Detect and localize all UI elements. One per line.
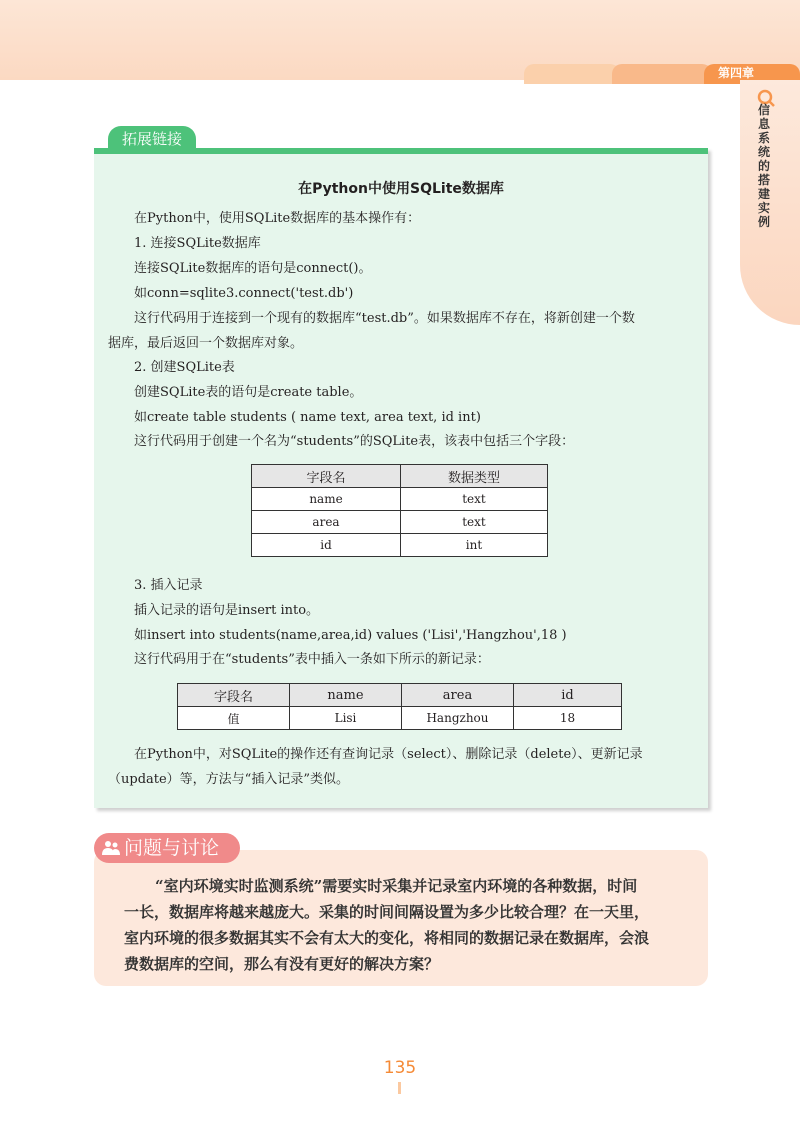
table-header-cell: area xyxy=(402,684,514,707)
discussion-line: 室内环境的很多数据其实不会有太大的变化，将相同的数据记录在数据库，会浪 xyxy=(124,929,650,947)
record-table xyxy=(177,683,622,730)
text-line: 创建SQLite表的语句是create table。 xyxy=(134,385,363,400)
table-header-cell: id xyxy=(514,684,622,707)
table-cell: name xyxy=(252,488,401,511)
table-row xyxy=(252,511,548,534)
extension-title: 在Python中使用SQLite数据库 xyxy=(298,181,504,197)
text-line: 这行代码用于创建一个名为“students”的SQLite表，该表中包括三个字段： xyxy=(134,434,575,449)
table-cell: 值 xyxy=(178,707,290,730)
text-line: 在Python中，对SQLite的操作还有查询记录（select）、删除记录（delete）、更新记录 xyxy=(134,747,643,762)
table-cell: Hangzhou xyxy=(402,707,514,730)
text-line: 插入记录的语句是insert into。 xyxy=(134,603,320,618)
table-header-cell: 字段名 xyxy=(252,465,401,488)
table-header-cell: 数据类型 xyxy=(401,465,548,488)
table-header-cell: name xyxy=(290,684,402,707)
text-line: 如insert into students(name,area,id) values ('Lisi','Hangzhou',18 ) xyxy=(134,628,567,643)
extension-label: 拓展链接 xyxy=(108,126,196,152)
table-row xyxy=(178,707,622,730)
table-cell: 18 xyxy=(514,707,622,730)
table-row xyxy=(252,534,548,557)
page-number: 135 xyxy=(383,1058,417,1078)
text-line: 3. 插入记录 xyxy=(134,578,203,593)
text-line: 如conn=sqlite3.connect('test.db') xyxy=(134,286,354,301)
text-line: （update）等，方法与“插入记录”类似。 xyxy=(108,772,349,787)
fields-table xyxy=(251,464,548,557)
text-line: 在Python中，使用SQLite数据库的基本操作有： xyxy=(134,211,421,226)
table-cell: Lisi xyxy=(290,707,402,730)
discussion-line: 一长，数据库将越来越庞大。采集的时间间隔设置为多少比较合理？在一天里， xyxy=(124,903,650,921)
text-line: 据库，最后返回一个数据库对象。 xyxy=(108,336,304,351)
text-line: 连接SQLite数据库的语句是connect()。 xyxy=(134,261,372,276)
text-line: 1. 连接SQLite数据库 xyxy=(134,236,261,251)
table-cell: id xyxy=(252,534,401,557)
chapter-tab: 第四章 xyxy=(704,64,800,84)
text-line: 2. 创建SQLite表 xyxy=(134,360,235,375)
discussion-line: 费数据库的空间，那么有没有更好的解决方案？ xyxy=(124,955,440,973)
table-header-row xyxy=(252,465,548,488)
text-line: 这行代码用于在“students”表中插入一条如下所示的新记录： xyxy=(134,652,490,667)
chapter-tab-deco-2 xyxy=(612,64,712,84)
discussion-line: “室内环境实时监测系统”需要实时采集并记录室内环境的各种数据，时间 xyxy=(155,877,638,895)
text-line: 如create table students ( name text, area text, id int) xyxy=(134,410,481,425)
table-row xyxy=(252,488,548,511)
table-header-cell: 字段名 xyxy=(178,684,290,707)
table-cell: int xyxy=(401,534,548,557)
table-header-row xyxy=(178,684,622,707)
discussion-label: 问题与讨论 xyxy=(94,833,240,863)
people-icon xyxy=(102,840,120,856)
table-cell: text xyxy=(401,488,548,511)
text-line: 这行代码用于连接到一个现有的数据库“test.db”。如果数据库不存在，将新创建一个数 xyxy=(134,311,635,326)
page-tick xyxy=(398,1082,401,1094)
table-cell: text xyxy=(401,511,548,534)
table-cell: area xyxy=(252,511,401,534)
side-chapter-title: 信息系统的搭建实例 xyxy=(757,103,770,229)
chapter-tab-deco-1 xyxy=(524,64,620,84)
